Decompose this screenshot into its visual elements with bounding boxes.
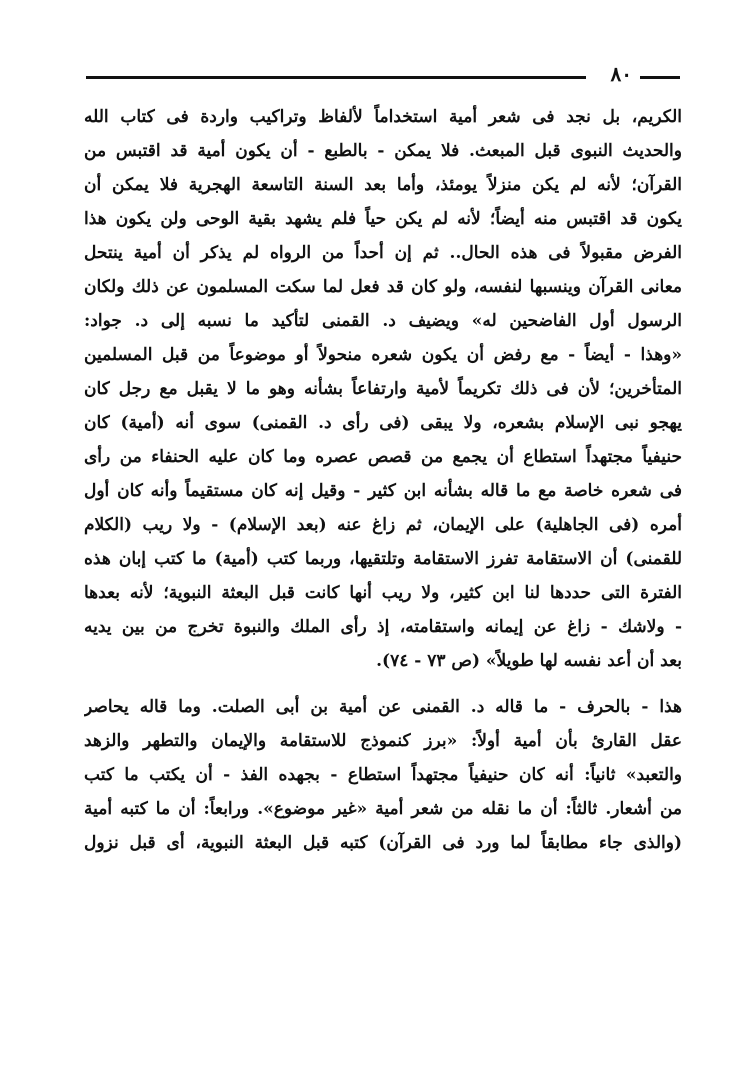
text-line: يهجو نبى الإسلام بشعره، ولا يبقى (فى رأى د. القمنى) سوى أنه (أمية) كان xyxy=(84,413,682,433)
text-line: - ولاشك - زاغ عن إيمانه واستقامته، إذ رأى الملك والنبوة تخرج من بين يديه xyxy=(84,617,682,637)
paragraph xyxy=(84,690,682,860)
text-line: للقمنى) أن الاستقامة تفرز الاستقامة وتلتقيها، وربما كتب (أمية) ما كتب إبان هذه xyxy=(84,549,682,569)
paragraph-gap xyxy=(84,678,682,690)
text-line: «وهذا - أيضاً - مع رفض أن يكون شعره منحولاً أو موضوعاً من قبل المسلمين xyxy=(84,345,682,365)
page-body xyxy=(84,100,682,860)
text-line: عقل القارئ بأن أمية أولاً: «برز كنموذج للاستقامة والإيمان والتطهر والزهد xyxy=(84,731,682,751)
text-line: هذا - بالحرف - ما قاله د. القمنى عن أمية بن أبى الصلت. وما قاله يحاصر xyxy=(84,697,682,717)
text-line: (والذى جاء مطابقاً لما ورد فى القرآن) كتبه قبل البعثة النبوية، أى قبل نزول xyxy=(84,833,682,853)
text-line: والحديث النبوى قبل المبعث. فلا يمكن - بالطبع - أن يكون أمية قد اقتبس من xyxy=(84,141,682,161)
text-line: الفترة التى حددها لنا ابن كثير، ولا ريب أنها كانت قبل البعثة النبوية؛ لأنه بعدها xyxy=(84,583,682,603)
text-line: القرآن؛ لأنه لم يكن منزلاً يومئذ، وأما بعد السنة التاسعة الهجرية فلا يمكن أن xyxy=(84,175,682,195)
text-line: المتأخرين؛ لأن فى ذلك تكريماً لأمية وارتفاعاً بشأنه وهو ما لا يقبل مع رجل كان xyxy=(84,379,682,399)
text-line: بعد أن أعد نفسه لها طويلاً» (ص ٧٣ - ٧٤). xyxy=(376,651,682,671)
text-line: حنيفياً مجتهداً استطاع أن يجمع من قصص عصره وما كان عليه الحنفاء من رأى xyxy=(84,447,682,467)
paragraph xyxy=(84,100,682,678)
text-line: والتعبد» ثانياً: أنه كان حنيفياً مجتهداً استطاع - بجهده الفذ - أن يكتب ما كتب xyxy=(84,765,682,785)
text-line: أمره (فى الجاهلية) على الإيمان، ثم زاغ عنه (بعد الإسلام) - ولا ريب (الكلام xyxy=(84,515,682,535)
header-rule xyxy=(86,76,586,79)
text-line: الكريم، بل نجد فى شعر أمية استخداماً لألفاظ وتراكيب واردة فى كتاب الله xyxy=(84,107,682,127)
text-line: الفرض مقبولاً فى هذه الحال.. ثم إن أحداً من الرواه لم يذكر أن أمية ينتحل xyxy=(84,243,682,263)
text-line: من أشعار. ثالثاً: أن ما نقله من شعر أمية «غير موضوع». ورابعاً: أن ما كتبه أمية xyxy=(84,799,682,819)
text-line: فى شعره خاصة مع ما قاله بشأنه ابن كثير - وقيل إنه كان مستقيماً وأنه كان أول xyxy=(84,481,682,501)
page-number: ٨٠ xyxy=(610,62,632,86)
text-line: معانى القرآن وينسبها لنفسه، ولو كان قد فعل لما سكت المسلمون عن ذلك ولكان xyxy=(84,277,682,297)
text-line: يكون قد اقتبس منه أيضاً؛ لأنه لم يكن حياً فلم يشهد بقية الوحى ولن يكون هذا xyxy=(84,209,682,229)
page-header xyxy=(86,62,680,92)
header-rule-short xyxy=(640,76,680,79)
text-line: الرسول أول الفاضحين له» ويضيف د. القمنى لتأكيد ما نسبه إلى د. جواد: xyxy=(84,311,682,331)
